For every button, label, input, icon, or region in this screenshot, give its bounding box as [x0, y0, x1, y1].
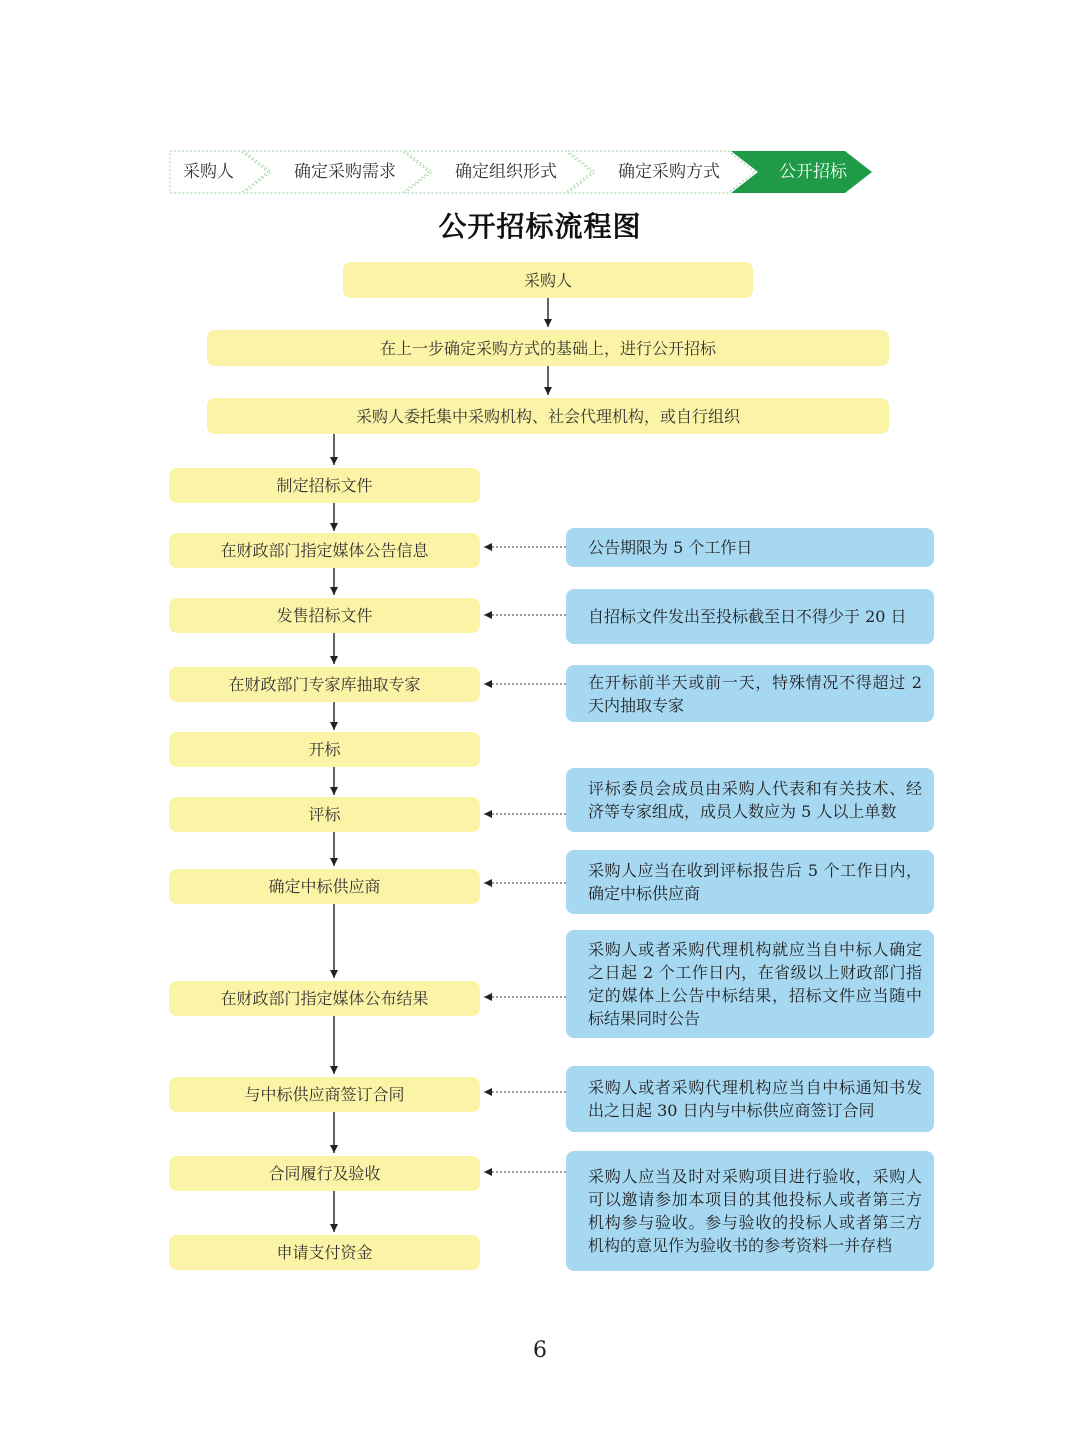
note-5 [566, 850, 934, 914]
note-3 [566, 665, 934, 722]
note-6 [566, 930, 934, 1038]
flow-step-purchaser: 采购人 [343, 262, 753, 298]
note-8 [566, 1151, 934, 1271]
flow-step-4: 在财政部门专家库抽取专家 [169, 667, 480, 702]
note-4 [566, 768, 934, 832]
breadcrumb-step-3: 确定组织形式 [455, 162, 557, 182]
flow-step-9: 与中标供应商签订合同 [169, 1077, 480, 1112]
flow-step-7: 确定中标供应商 [169, 869, 480, 904]
flow-step-3: 发售招标文件 [169, 598, 480, 633]
flow-step-open-tender: 在上一步确定采购方式的基础上，进行公开招标 [207, 330, 889, 366]
note-2 [566, 589, 934, 644]
flow-step-11: 申请支付资金 [169, 1235, 480, 1270]
flow-step-1: 制定招标文件 [169, 468, 480, 503]
note-7 [566, 1066, 934, 1132]
note-4-text: 评标委员会成员由采购人代表和有关技术、经济等专家组成，成员人数应为 5 人以上单数 [588, 779, 922, 821]
flow-step-10: 合同履行及验收 [169, 1156, 480, 1191]
note-8-text: 采购人应当及时对采购项目进行验收，采购人可以邀请参加本项目的其他投标人或者第三方机构参与验收。参与验收的投标人或者第三方机构的意见作为验收书的参考资料一并存档 [588, 1167, 922, 1255]
breadcrumb-step-1: 采购人 [183, 162, 234, 182]
note-6-text: 采购人或者采购代理机构就应当自中标人确定之日起 2 个工作日内，在省级以上财政部门指定的媒体上公告中标结果，招标文件应当随中标结果同时公告 [588, 940, 922, 1028]
flow-step-entrust-agency: 采购人委托集中采购机构、社会代理机构，或自行组织 [207, 398, 889, 434]
note-2-text: 自招标文件发出至投标截至日不得少于 20 日 [588, 607, 907, 626]
page-title: 公开招标流程图 [438, 210, 642, 243]
note-5-text: 采购人应当在收到评标报告后 5 个工作日内，确定中标供应商 [588, 861, 922, 903]
note-1-text: 公告期限为 5 个工作日 [588, 538, 753, 557]
breadcrumb-step-2: 确定采购需求 [294, 162, 396, 182]
breadcrumb-step-5-active: 公开招标 [779, 162, 847, 182]
flow-step-5: 开标 [169, 732, 480, 767]
note-3-text: 在开标前半天或前一天，特殊情况不得超过 2 天内抽取专家 [588, 672, 922, 715]
flow-step-8: 在财政部门指定媒体公布结果 [169, 981, 480, 1016]
flow-step-2: 在财政部门指定媒体公告信息 [169, 533, 480, 568]
note-7-text: 采购人或者采购代理机构应当自中标通知书发出之日起 30 日内与中标供应商签订合同 [588, 1078, 922, 1120]
note-1 [566, 528, 934, 567]
flow-step-6: 评标 [169, 797, 480, 832]
page-number: 6 [533, 1338, 547, 1363]
breadcrumb-step-4: 确定采购方式 [618, 162, 720, 182]
